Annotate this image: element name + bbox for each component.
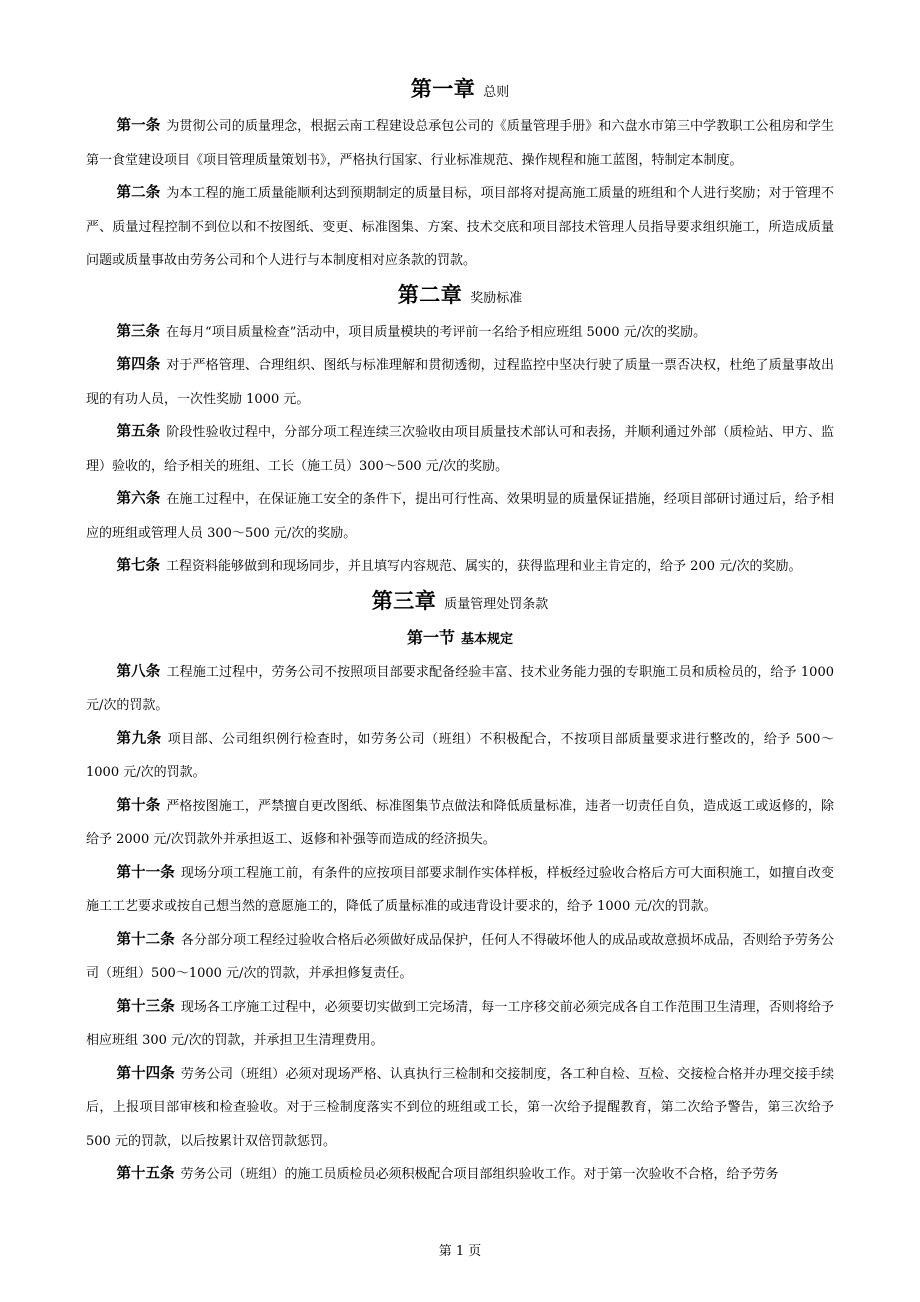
article-paragraph bbox=[86, 316, 834, 350]
article-label: 第十三条 bbox=[116, 998, 175, 1015]
chapter-2-heading bbox=[86, 278, 834, 316]
article-label: 第六条 bbox=[116, 491, 161, 507]
chapter-3-heading bbox=[86, 584, 834, 622]
chapter-subtitle: 质量管理处罚条款 bbox=[444, 596, 549, 612]
section-title: 第一节 bbox=[406, 627, 455, 647]
article-paragraph bbox=[86, 857, 834, 924]
chapter-subtitle: 奖励标准 bbox=[470, 290, 523, 306]
article-text: 项目部、公司组织例行检查时，如劳务公司（班组）不积极配合，不按项目部质量要求进行整改的，给予 500～1000 元/次的罚款。 bbox=[86, 731, 835, 780]
article-paragraph bbox=[86, 177, 834, 278]
chapter-title: 第三章 bbox=[371, 588, 437, 613]
article-paragraph bbox=[86, 991, 834, 1058]
article-text: 劳务公司（班组）的施工员质检员必须积极配合项目部组织验收工作。对于第一次验收不合格，给予劳务 bbox=[180, 1167, 779, 1182]
article-label: 第八条 bbox=[116, 663, 161, 680]
article-paragraph bbox=[86, 110, 834, 177]
article-text: 现场各工序施工过程中，必须要切实做到工完场清，每一工序移交前必须完成各自工作范围卫生清理，否则将给予相应班组 300 元/次的罚款，并承担卫生清理费用。 bbox=[86, 999, 834, 1048]
article-paragraph bbox=[86, 1158, 834, 1192]
chapter-title: 第一章 bbox=[410, 77, 476, 101]
article-text: 阶段性验收过程中，分部分项工程连续三次验收由项目质量技术部认可和表扬，并顺利通过外部（质检站、甲方、监理）验收的，给予相关的班组、工长（施工员）300～500 元/次的奖励。 bbox=[86, 425, 834, 474]
article-text: 现场分项工程施工前，有条件的应按项目部要求制作实体样板，样板经过验收合格后方可大面积施工，如擅自改变施工工艺要求或按自己想当然的意愿施工的，降低了质量标准的或违背设计要求的，给予 1000 元/次的罚款。 bbox=[86, 865, 834, 914]
chapter-subtitle: 总则 bbox=[483, 85, 510, 100]
article-label: 第三条 bbox=[116, 323, 161, 340]
article-label: 第四条 bbox=[116, 357, 161, 373]
chapter-title: 第二章 bbox=[397, 282, 463, 307]
section-subtitle: 基本规定 bbox=[461, 631, 514, 647]
article-text: 严格按图施工，严禁擅自更改图纸、标准图集节点做法和降低质量标准，违者一切责任自负，造成返工或返修的，除给予 2000 元/次罚款外并承担返工、返修和补强等而造成的经济损失。 bbox=[86, 798, 834, 847]
article-label: 第五条 bbox=[116, 424, 161, 440]
article-paragraph bbox=[86, 790, 834, 857]
page-number: 第 1 页 bbox=[438, 1244, 482, 1259]
section-1-heading bbox=[86, 622, 834, 656]
article-paragraph bbox=[86, 924, 834, 991]
article-text: 工程资料能够做到和现场同步，并且填写内容规范、属实的，获得监理和业主肯定的，给予 200 元/次的奖励。 bbox=[166, 559, 802, 574]
document-body bbox=[86, 72, 834, 1192]
article-text: 为贯彻公司的质量理念，根据云南工程建设总承包公司的《质量管理手册》和六盘水市第三中学教职工公租房和学生第一食堂建设项目《项目管理质量策划书》，严格执行国家、行业标准规范、操作规程和施工蓝图，特制定本制度。 bbox=[86, 119, 834, 168]
article-paragraph bbox=[86, 416, 834, 483]
article-text: 各分部分项工程经过验收合格后必须做好成品保护，任何人不得破坏他人的成品或故意损坏成品，否则给予劳务公司（班组）500～1000 元/次的罚款，并承担修复责任。 bbox=[86, 932, 834, 981]
article-label: 第十二条 bbox=[116, 931, 175, 948]
article-paragraph bbox=[86, 550, 834, 584]
article-paragraph bbox=[86, 1058, 834, 1159]
article-text: 对于严格管理、合理组织、图纸与标准理解和贯彻透彻，过程监控中坚决行驶了质量一票否决权，杜绝了质量事故出现的有功人员，一次性奖励 1000 元。 bbox=[86, 358, 834, 407]
article-paragraph bbox=[86, 656, 834, 723]
article-label: 第十四条 bbox=[116, 1065, 175, 1082]
chapter-1-heading bbox=[86, 72, 834, 110]
article-paragraph bbox=[86, 723, 834, 790]
article-text: 劳务公司（班组）必须对现场严格、认真执行三检制和交接制度，各工种自检、互检、交接检合格并办理交接手续后，上报项目部审核和检查验收。对于三检制度落实不到位的班组或工长，第一次给予提醒教育，第二次给予警告，第三次给予 500 元的罚款，以后按累计双倍罚款惩罚。 bbox=[86, 1066, 834, 1149]
article-label: 第一条 bbox=[116, 118, 161, 134]
article-label: 第七条 bbox=[116, 558, 161, 574]
article-label: 第十一条 bbox=[116, 864, 175, 881]
article-text: 在每月“项目质量检查”活动中，项目质量模块的考评前一名给予相应班组 5000 元/次的奖励。 bbox=[166, 324, 707, 340]
article-label: 第九条 bbox=[116, 730, 162, 747]
article-text: 工程施工过程中，劳务公司不按照项目部要求配备经验丰富、技术业务能力强的专职施工员和质检员的，给予 1000 元/次的罚款。 bbox=[86, 664, 835, 713]
article-label: 第十条 bbox=[116, 797, 161, 814]
article-label: 第二条 bbox=[116, 185, 161, 201]
article-label: 第十五条 bbox=[116, 1166, 175, 1182]
article-text: 为本工程的施工质量能顺利达到预期制定的质量目标，项目部将对提高施工质量的班组和个人进行奖励；对于管理不严、质量过程控制不到位以和不按图纸、变更、标准图集、方案、技术交底和项目部技术管理人员指导要求组织施工，所造成质量问题或质量事故由劳务公司和个人进行与本制度相对应条款的罚款。 bbox=[86, 186, 834, 268]
article-paragraph bbox=[86, 349, 834, 416]
article-text: 在施工过程中，在保证施工安全的条件下，提出可行性高、效果明显的质量保证措施，经项目部研讨通过后，给予相应的班组或管理人员 300～500 元/次的奖励。 bbox=[86, 492, 834, 541]
article-paragraph bbox=[86, 483, 834, 550]
